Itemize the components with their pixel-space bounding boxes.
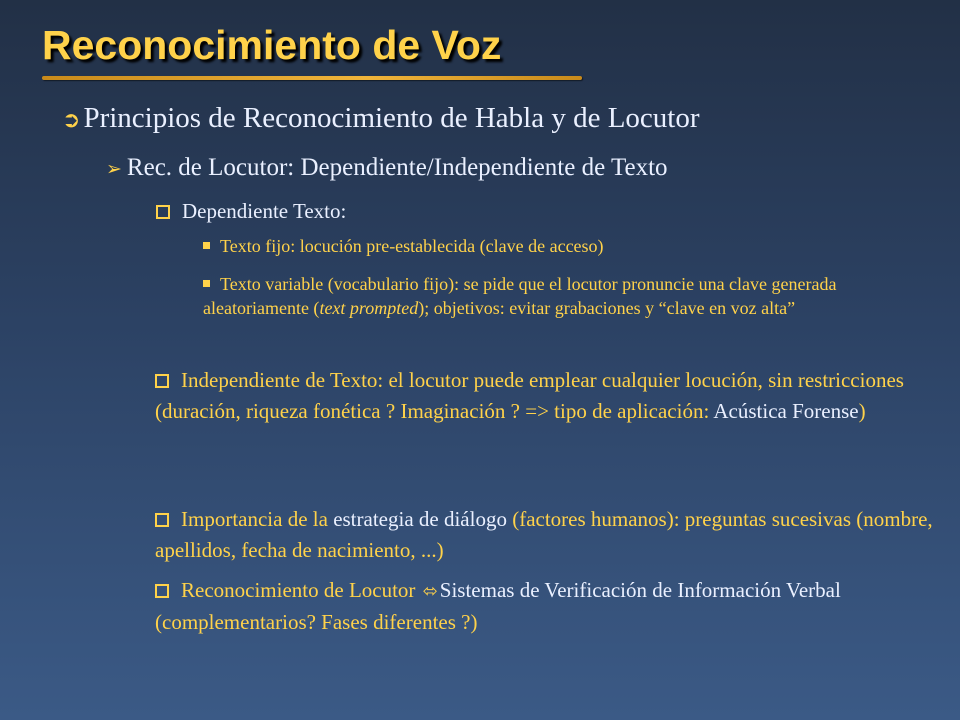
- sub-dependent-text-label: Dependiente Texto:: [182, 199, 347, 223]
- heading-principles: [62, 102, 700, 135]
- sub-dialog-strategy-a: Importancia de la: [181, 507, 334, 531]
- sub-verification-systems-c: (complementarios? Fases diferentes ?): [155, 610, 478, 634]
- sub-independent-text: [155, 365, 945, 427]
- slide-title: Reconocimiento de Voz: [42, 22, 502, 68]
- heading-speaker-recognition: [106, 154, 668, 182]
- heading-principles-text: Principios de Reconocimiento de Habla y de Locutor: [83, 102, 700, 134]
- sub-verification-systems-highlight: Sistemas de Verificación de Información Verbal: [439, 578, 841, 602]
- sub-dialog-strategy: [155, 504, 945, 566]
- checkbox-bullet-icon: [156, 205, 170, 219]
- sub-verification-systems-a: Reconocimiento de Locutor: [181, 578, 421, 602]
- bullet-fixed-text: [203, 236, 604, 257]
- double-arrow-icon: ⬄: [422, 581, 438, 602]
- bullet-variable-text: [203, 272, 943, 320]
- checkbox-bullet-icon: [155, 374, 169, 388]
- sub-verification-systems: [155, 575, 945, 638]
- circled-arrow-icon: ➲: [62, 108, 81, 133]
- arrow-bullet-icon: ➢: [106, 158, 122, 180]
- bullet-fixed-text-label: Texto fijo: locución pre-establecida (clave de acceso): [220, 236, 604, 256]
- sub-independent-text-c: ): [858, 399, 866, 423]
- checkbox-bullet-icon: [155, 513, 169, 527]
- checkbox-bullet-icon: [155, 584, 169, 598]
- title-underline: [42, 76, 582, 80]
- square-bullet-icon: [203, 242, 210, 249]
- bullet-variable-text-b: ); objetivos: evitar grabaciones y “clave en voz alta”: [418, 298, 796, 318]
- sub-independent-text-highlight: Acústica Forense: [713, 399, 859, 423]
- square-bullet-icon: [203, 280, 210, 287]
- bullet-variable-text-italic: text prompted: [319, 298, 419, 318]
- sub-dependent-text: [156, 199, 346, 224]
- sub-dialog-strategy-highlight: estrategia de diálogo: [333, 507, 507, 531]
- heading-speaker-recognition-text: Rec. de Locutor: Dependiente/Independiente de Texto: [126, 154, 668, 181]
- sub-dialog-strategy-c: (factores humanos): preguntas sucesivas (nombre, apellidos, fecha de nacimiento, ...): [155, 507, 933, 562]
- sub-independent-text-a: Independiente de Texto: el locutor puede emplear cualquier locución, sin restricciones (duración, riqueza fonética ? Imaginación ? => tipo de aplicación:: [155, 368, 904, 423]
- bullet-variable-text-a: Texto variable (vocabulario fijo): se pide que el locutor pronuncie una clave generada aleatoriamente (: [203, 274, 837, 318]
